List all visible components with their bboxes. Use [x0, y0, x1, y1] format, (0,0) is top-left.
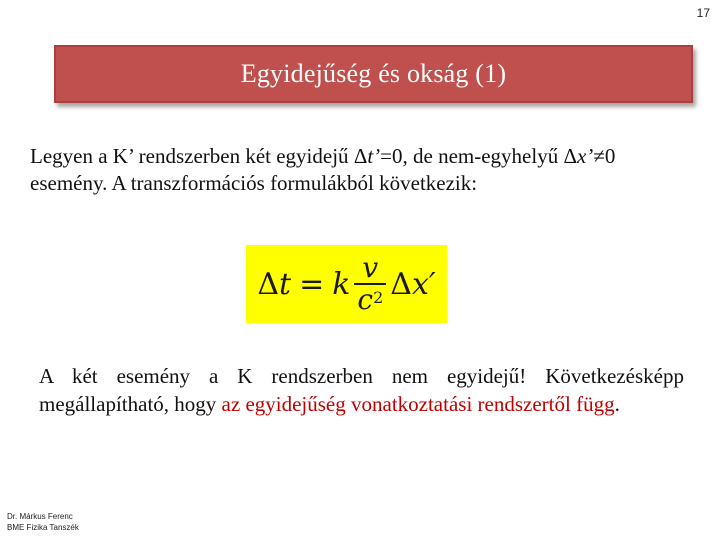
formula-denominator-wrap: [354, 283, 386, 315]
title-bar: [54, 45, 693, 103]
formula-box: [246, 245, 447, 323]
footer: [7, 511, 79, 533]
formula-exponent: 2: [373, 288, 384, 307]
formula-numerator: v: [362, 251, 379, 284]
conclusion-end: .: [614, 392, 620, 416]
formula: [257, 253, 435, 315]
slide-title: Egyidejűség és okság (1): [240, 59, 507, 88]
footer-author: Dr. Márkus Ferenc: [7, 512, 73, 521]
formula-lhs-var: t: [279, 266, 292, 302]
conclusion-highlight: az egyidejűség vonatkoztatási rendszertől függ: [221, 392, 615, 416]
intro-paragraph: [30, 143, 690, 197]
intro-delta-2: Δ: [563, 144, 577, 168]
conclusion-paragraph: [39, 362, 684, 418]
intro-var-t: t’: [367, 144, 381, 168]
formula-denominator: c: [357, 283, 374, 316]
page-number: 17: [696, 6, 710, 20]
formula-rhs-var: x′: [411, 266, 436, 302]
intro-delta-1: Δ: [353, 144, 368, 168]
formula-rhs-delta: Δ: [390, 266, 412, 302]
formula-lhs-delta: Δ: [257, 266, 279, 302]
conclusion-text: A két esemény a K rendszerben nem egyidejű! Következésképp megállapítható, hogy: [39, 364, 684, 416]
intro-text-3: ≠0 esemény. A transzformációs formulákból következik:: [30, 144, 616, 195]
intro-text-2: =0, de nem-egyhelyű: [380, 144, 564, 168]
formula-equals: =: [299, 266, 325, 302]
formula-fraction: [354, 253, 386, 315]
formula-k: k: [332, 266, 351, 302]
footer-department: BME Fizika Tanszék: [7, 523, 79, 532]
intro-var-x: x’: [576, 144, 594, 168]
intro-text-1: Legyen a K’ rendszerben két egyidejű: [30, 144, 354, 168]
